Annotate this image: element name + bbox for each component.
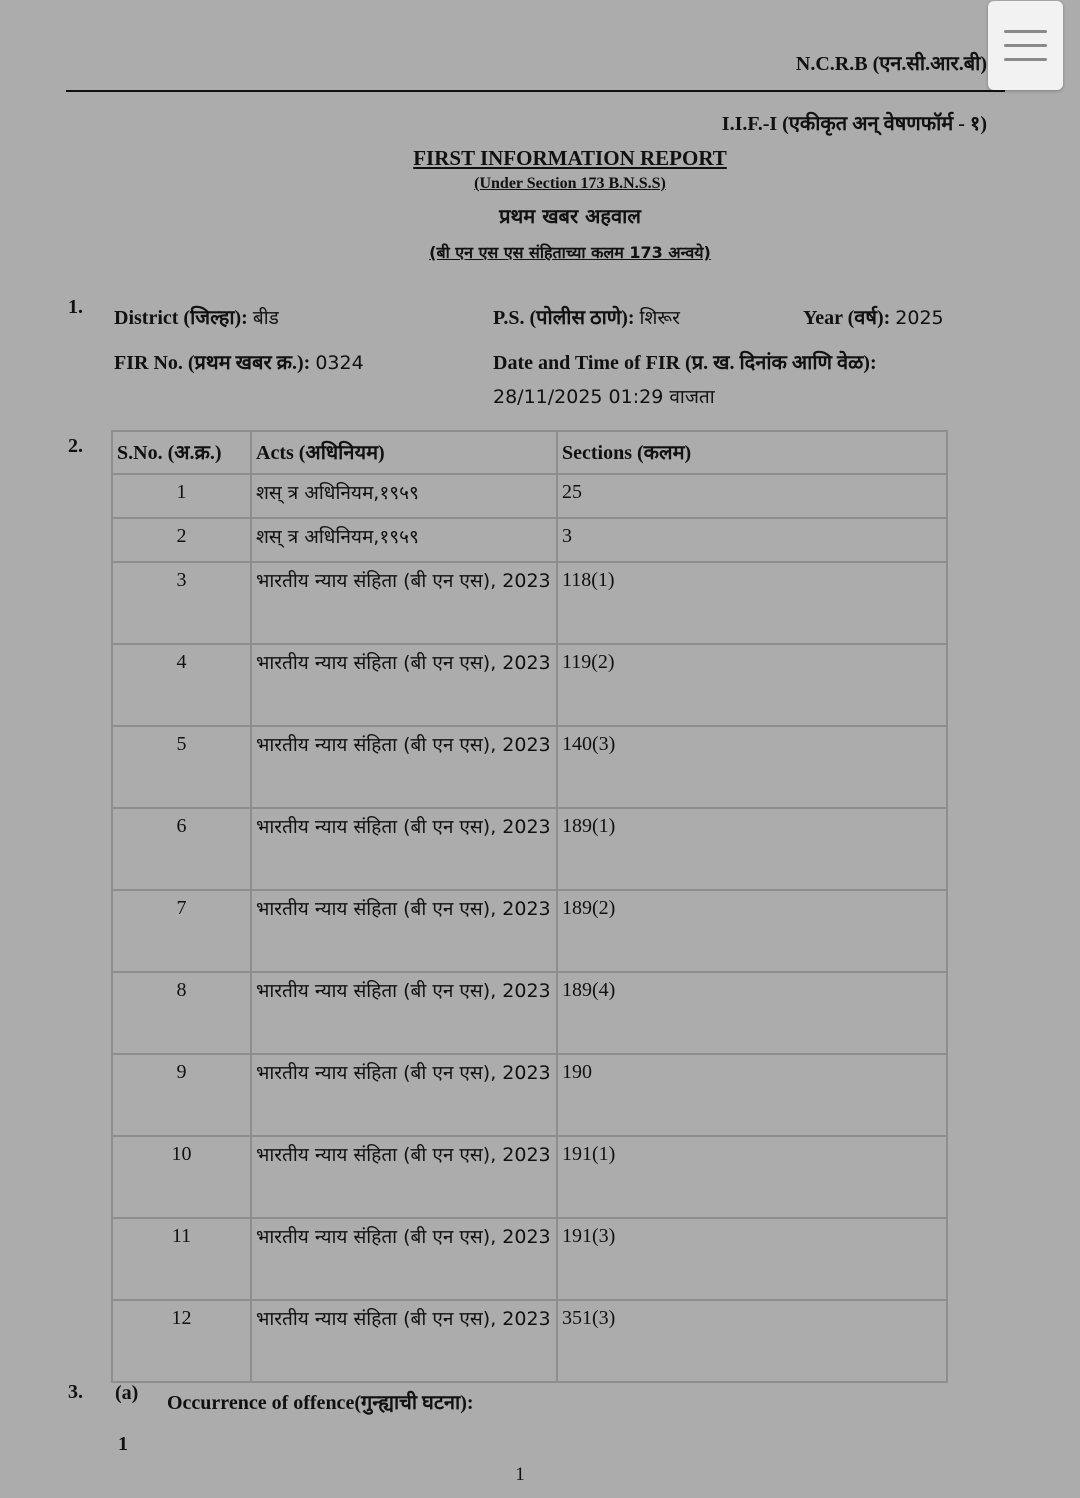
cell-act: शस् त्र अधिनियम,१९५९ xyxy=(251,474,557,518)
district-label: District (जिल्हा): xyxy=(114,307,248,329)
table-row xyxy=(112,474,947,518)
cell-sno: 1 xyxy=(112,474,251,518)
cell-act: भारतीय न्याय संहिता (बी एन एस), 2023 xyxy=(251,562,557,644)
cell-section: 189(4) xyxy=(557,972,947,1054)
hamburger-menu-icon-bar xyxy=(1004,58,1047,61)
fir-number-value: 0324 xyxy=(315,352,364,374)
cell-sno: 12 xyxy=(112,1300,251,1382)
cell-section: 140(3) xyxy=(557,726,947,808)
report-title-marathi: प्रथम खबर अहवाल xyxy=(499,204,641,228)
table-row xyxy=(112,1300,947,1382)
hamburger-menu-button[interactable] xyxy=(988,1,1063,90)
cell-act: भारतीय न्याय संहिता (बी एन एस), 2023 xyxy=(251,972,557,1054)
table-row xyxy=(112,518,947,562)
table-header-row xyxy=(112,431,947,474)
report-title: FIRST INFORMATION REPORT xyxy=(413,146,727,170)
fir-number-field xyxy=(114,348,364,375)
table-row xyxy=(112,562,947,644)
column-header-sno: S.No. (अ.क्र.) xyxy=(112,431,251,474)
cell-act: भारतीय न्याय संहिता (बी एन एस), 2023 xyxy=(251,1218,557,1300)
table-row xyxy=(112,808,947,890)
cell-section: 191(3) xyxy=(557,1218,947,1300)
police-station-label: P.S. (पोलीस ठाणे): xyxy=(493,307,635,329)
fir-date-field xyxy=(493,348,877,375)
year-value: 2025 xyxy=(895,307,944,329)
cell-act: भारतीय न्याय संहिता (बी एन एस), 2023 xyxy=(251,890,557,972)
cell-section: 191(1) xyxy=(557,1136,947,1218)
table-row xyxy=(112,1136,947,1218)
fir-date-label: Date and Time of FIR (प्र. ख. दिनांक आणि वेळ): xyxy=(493,352,877,374)
cell-act: भारतीय न्याय संहिता (बी एन एस), 2023 xyxy=(251,1054,557,1136)
table-row xyxy=(112,726,947,808)
cell-sno: 10 xyxy=(112,1136,251,1218)
hamburger-menu-icon-bar xyxy=(1004,44,1047,47)
table-row xyxy=(112,1218,947,1300)
cell-section: 25 xyxy=(557,474,947,518)
fir-date-value: 28/11/2025 01:29 वाजता xyxy=(493,386,715,408)
year-label: Year (वर्ष): xyxy=(803,307,891,329)
cell-sno: 7 xyxy=(112,890,251,972)
subsection-label: (a) xyxy=(115,1382,139,1404)
section-number: 2. xyxy=(68,435,83,457)
column-header-acts: Acts (अधिनियम) xyxy=(251,431,557,474)
district-field xyxy=(114,303,279,330)
cell-act: शस् त्र अधिनियम,१९५९ xyxy=(251,518,557,562)
page-number: 1 xyxy=(515,1464,525,1485)
cell-section: 3 xyxy=(557,518,947,562)
cell-sno: 3 xyxy=(112,562,251,644)
cell-act: भारतीय न्याय संहिता (बी एन एस), 2023 xyxy=(251,1300,557,1382)
header-divider xyxy=(66,90,1005,92)
report-subtitle-marathi: (बी एन एस एस संहिताच्या कलम 173 अन्वये) xyxy=(429,243,711,262)
form-id: I.I.F.-I (एकीकृत अन् वेषणफॉर्म - १) xyxy=(721,113,987,135)
cell-sno: 2 xyxy=(112,518,251,562)
section-number: 3. xyxy=(68,1381,83,1403)
cell-section: 190 xyxy=(557,1054,947,1136)
cell-sno: 11 xyxy=(112,1218,251,1300)
ncrb-header: N.C.R.B (एन.सी.आर.बी) xyxy=(795,53,987,75)
cell-section: 351(3) xyxy=(557,1300,947,1382)
police-station-field xyxy=(493,303,680,330)
district-value: बीड xyxy=(252,307,279,329)
table-row xyxy=(112,1054,947,1136)
cell-section: 189(1) xyxy=(557,808,947,890)
police-station-value: शिरूर xyxy=(639,307,680,329)
occurrence-item-number: 1 xyxy=(118,1433,128,1455)
year-field xyxy=(803,303,944,330)
fir-number-label: FIR No. (प्रथम खबर क्र.): xyxy=(114,352,311,374)
column-header-sections: Sections (कलम) xyxy=(557,431,947,474)
cell-act: भारतीय न्याय संहिता (बी एन एस), 2023 xyxy=(251,726,557,808)
occurrence-of-offence-heading: Occurrence of offence(गुन्ह्याची घटना): xyxy=(167,1392,474,1414)
report-subtitle: (Under Section 173 B.N.S.S) xyxy=(474,175,666,192)
cell-sno: 6 xyxy=(112,808,251,890)
hamburger-menu-icon xyxy=(1004,30,1047,33)
cell-section: 119(2) xyxy=(557,644,947,726)
acts-sections-table xyxy=(111,430,948,1383)
cell-act: भारतीय न्याय संहिता (बी एन एस), 2023 xyxy=(251,1136,557,1218)
cell-sno: 8 xyxy=(112,972,251,1054)
table-row xyxy=(112,890,947,972)
cell-section: 118(1) xyxy=(557,562,947,644)
cell-sno: 9 xyxy=(112,1054,251,1136)
cell-sno: 4 xyxy=(112,644,251,726)
cell-section: 189(2) xyxy=(557,890,947,972)
cell-act: भारतीय न्याय संहिता (बी एन एस), 2023 xyxy=(251,808,557,890)
section-number: 1. xyxy=(68,296,83,318)
cell-sno: 5 xyxy=(112,726,251,808)
table-row xyxy=(112,644,947,726)
table-row xyxy=(112,972,947,1054)
cell-act: भारतीय न्याय संहिता (बी एन एस), 2023 xyxy=(251,644,557,726)
